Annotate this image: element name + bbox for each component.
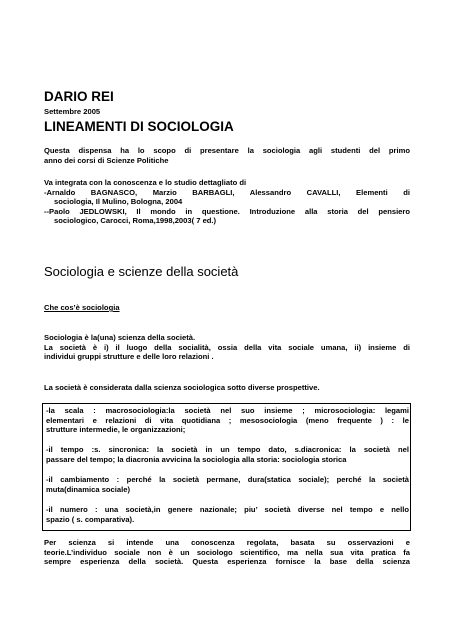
perspective-line: elementari e relazioni di vita quotidiana ; mesosociologia (meno frequente ) : le — [46, 415, 409, 425]
intro-line: Questa dispensa ha lo scopo di presentare la sociologia agli studenti del primo — [44, 146, 410, 155]
definition-line: La società è i) il luogo della socialità, ossia della vita sociale umana, ii) insieme di — [44, 342, 410, 352]
author-name: DARIO REI — [44, 89, 114, 104]
perspective-numero — [46, 505, 409, 524]
perspective-line: -il cambiamento : perché la società permane, dura(statica sociale); perché la società — [46, 475, 409, 484]
perspective-line: muta(dinamica sociale) — [46, 484, 130, 494]
perspective-line: passare del tempo; la diacronia avvicina la sociologia alla storia: sociologia storica — [46, 454, 347, 464]
perspective-cambiamento — [46, 475, 409, 494]
intro-line: anno dei corsi di Scienze Politiche — [44, 155, 169, 165]
closing-paragraph — [44, 538, 410, 567]
perspective-line: -il tempo :s. sincronica: la società in un tempo dato, s.diacronica: la società nel — [46, 445, 409, 454]
section-title: Sociologia e scienze della società — [44, 264, 239, 279]
perspectives-box — [42, 403, 411, 531]
perspective-line: spazio ( s. comparativa). — [46, 514, 135, 524]
definition-paragraph — [44, 333, 410, 362]
bibliography-line: sociologia, Il Mulino, Bologna, 2004 — [54, 197, 183, 207]
perspective-scala — [46, 406, 409, 435]
bibliography-line: sociologico, Carocci, Roma,1998,2003( 7 ed.) — [54, 216, 217, 226]
perspectives-intro: La società è considerata dalla scienza sociologica sotto diverse prospettive. — [44, 383, 320, 392]
document-title: LINEAMENTI DI SOCIOLOGIA — [44, 119, 234, 134]
closing-line: Per scienza si intende una conoscenza regolata, basata su osservazioni e — [44, 538, 410, 547]
closing-line: sempre esperienza della società. Questa esperienza fornisce la base della scienza — [44, 557, 410, 567]
definition-line: individui gruppi strutture e delle loro relazioni . — [44, 352, 214, 362]
closing-line: teorie.L’individuo sociale non è un sociologo scientifico, ma nella sua vita pratica fa — [44, 547, 410, 557]
perspective-line: strutture intermedie, le organizzazioni; — [46, 425, 186, 435]
perspective-line: -la scala : macrosociologia:la società nel suo insieme ; microsociologia: legami — [46, 406, 409, 415]
section-subtitle: Che cos’è sociologia — [44, 303, 120, 312]
bibliography-line: --Paolo JEDLOWSKI, Il mondo in questione. Introduzione alla storia del pensiero — [44, 206, 410, 216]
bibliography-paragraph — [44, 178, 410, 226]
document-date: Settembre 2005 — [44, 107, 101, 116]
perspective-tempo — [46, 445, 409, 464]
definition-line: Sociologia è la(una) scienza della società. — [44, 333, 196, 342]
intro-paragraph — [44, 146, 410, 165]
bibliography-line: -Arnaldo BAGNASCO, Marzio BARBAGLI, Alessandro CAVALLI, Elementi di — [44, 187, 410, 197]
perspective-line: -il numero : una società,in genere nazionale; piu’ società diverse nel tempo e nello — [46, 505, 409, 514]
bibliography-line: Va integrata con la conoscenza e lo studio dettagliato di — [44, 178, 247, 187]
